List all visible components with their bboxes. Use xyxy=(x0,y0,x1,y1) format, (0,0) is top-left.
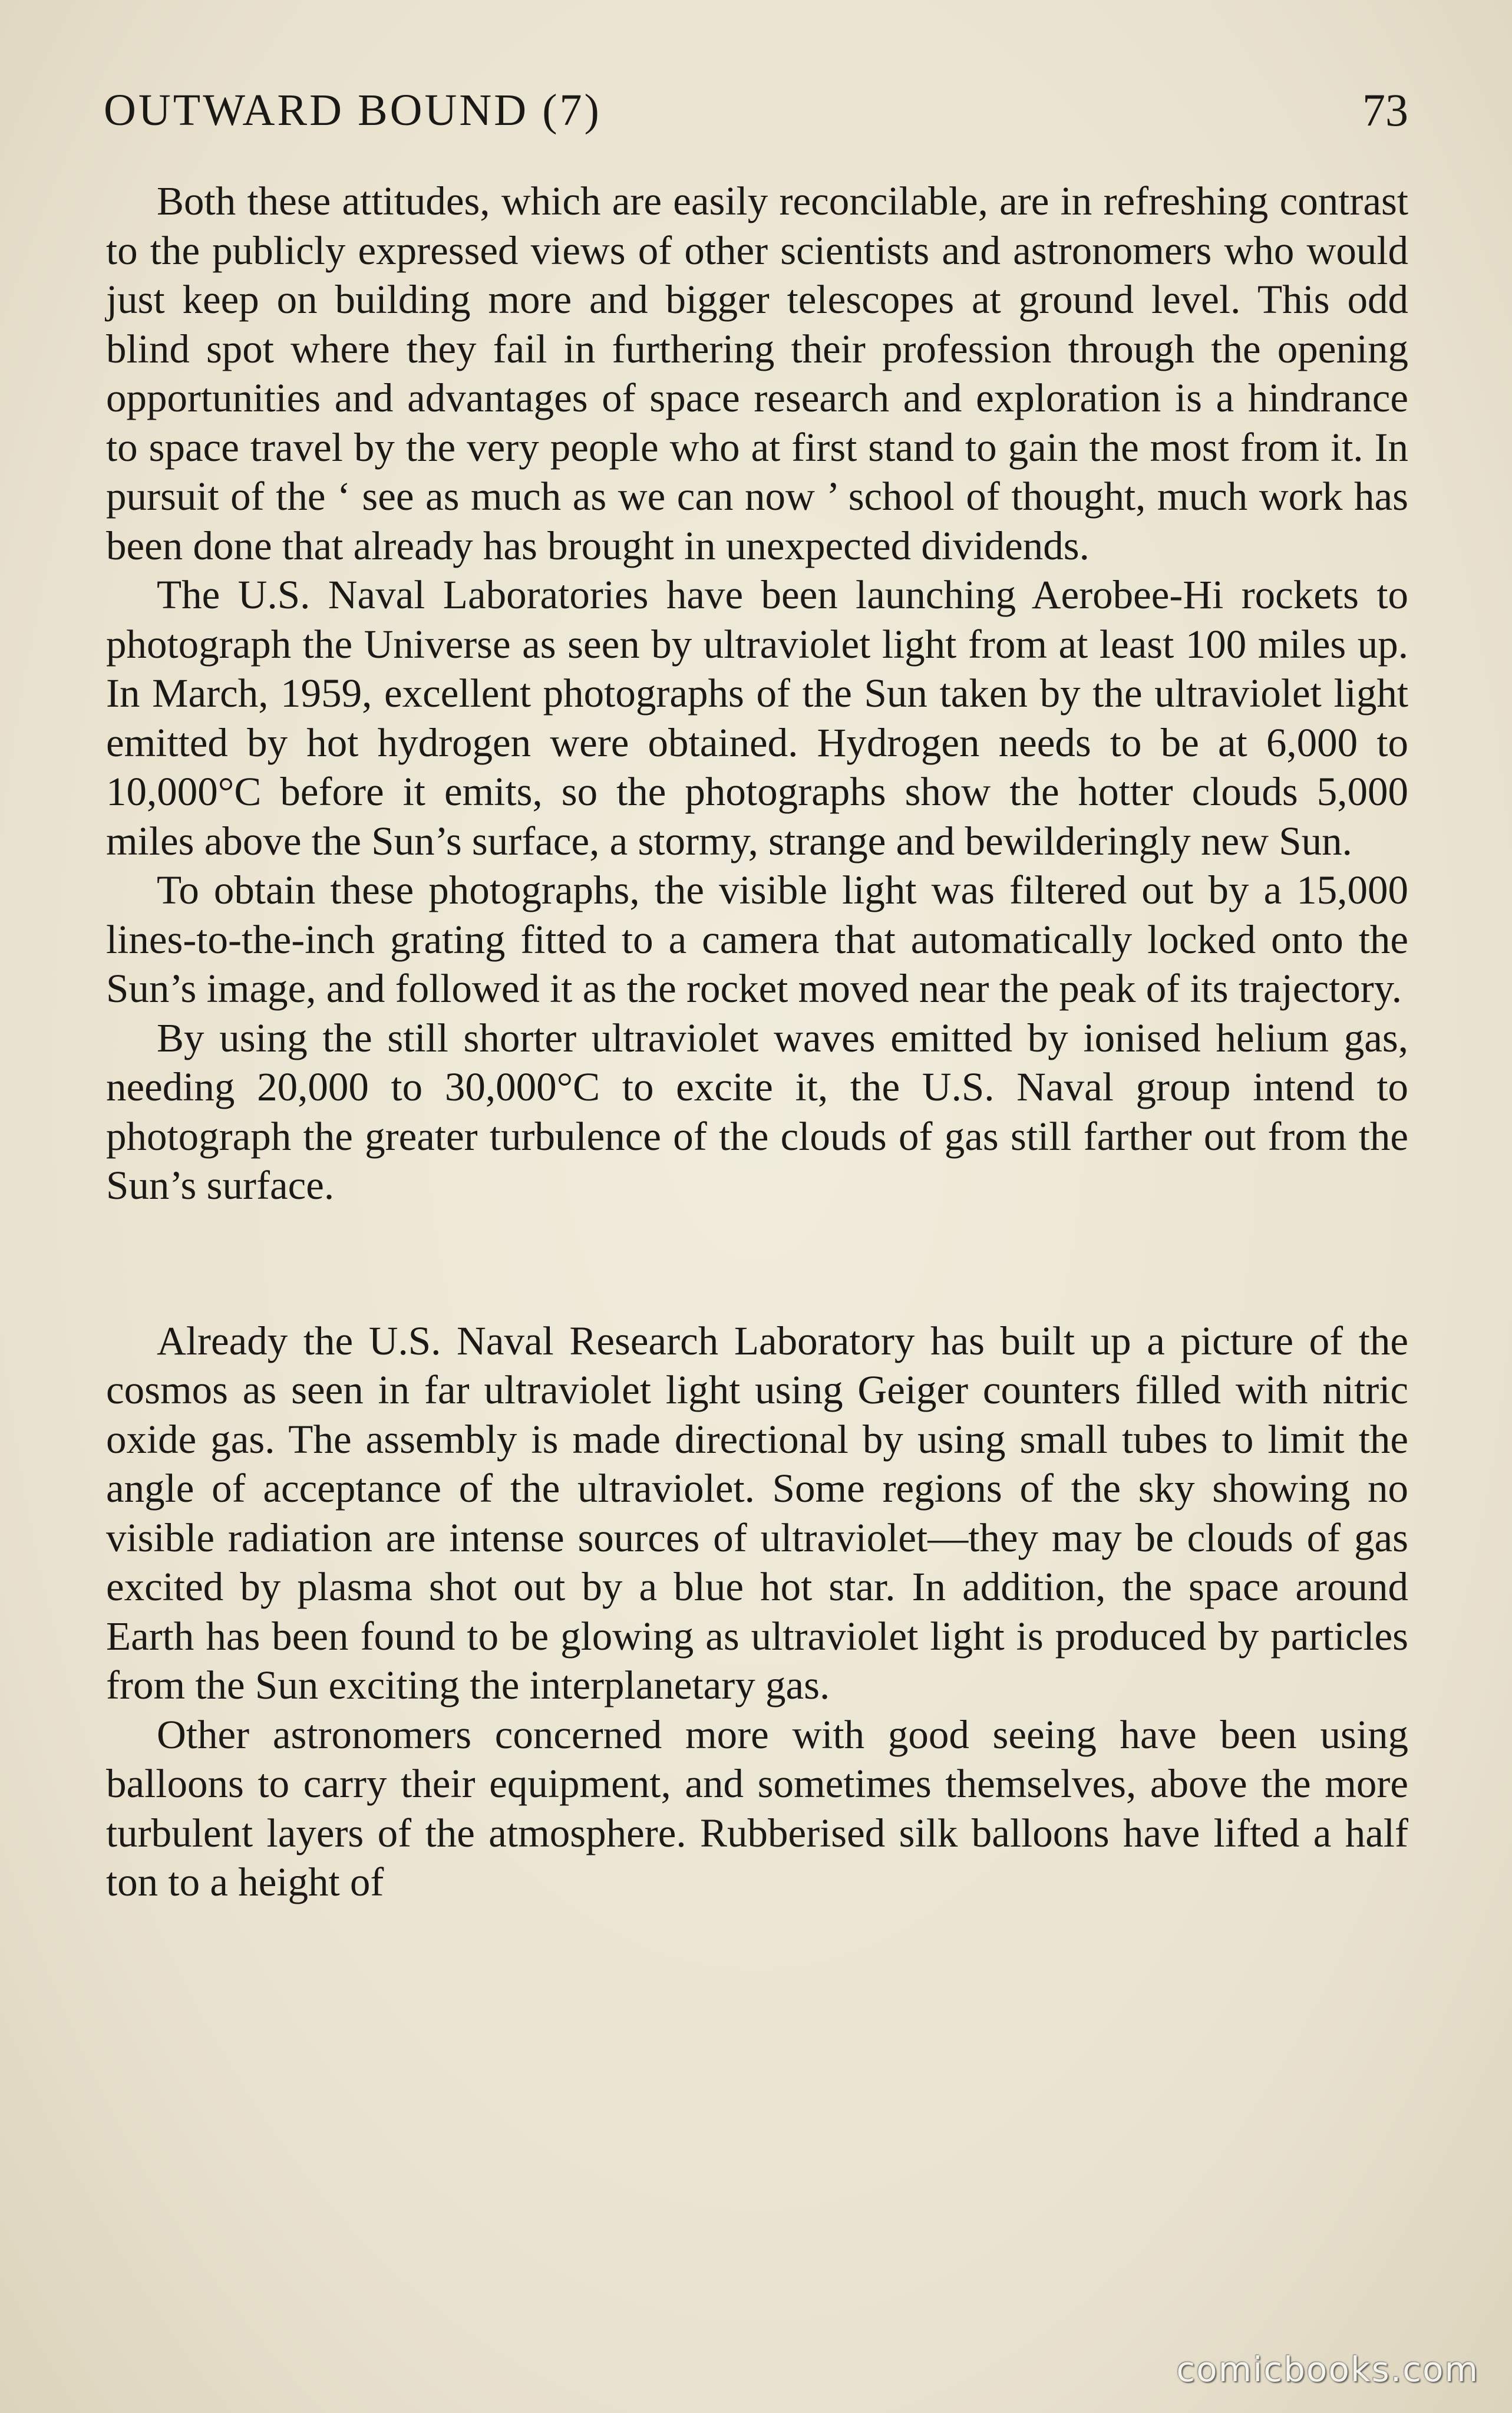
running-head xyxy=(104,78,1408,143)
paragraph-naval-research: Already the U.S. Naval Research Laboratory has built up a picture of the cosmos as seen in far ultraviolet light using Geiger counters filled with nitric oxide gas. The assembly is made directional by using small tubes to limit the angle of acceptance of the ultraviolet. Some regions of the sky showing no visible radiation are intense sources of ultraviolet—they may be clouds of gas excited by plasma shot out by a blue hot star. In addition, the space around Earth has been found to be glowing as ultraviolet light is produced by particles from the Sun exciting the interplanetary gas. xyxy=(106,1318,1408,1707)
paragraph-attitudes: Both these attitudes, which are easily reconcilable, are in refreshing contrast to the publicly expressed views of other scientists and astronomers who would just keep on building more and bigger telescopes at ground level. This odd blind spot where they fail in furthering their profession through the opening opportunities and advantages of space research and exploration is a hindrance to space travel by the very people who at first stand to gain the most from it. In pursuit of the ‘ see as much as we can now ’ school of thought, much work has been done that already has brought in unexpected dividends. xyxy=(106,179,1408,568)
running-title: OUTWARD BOUND (7) xyxy=(104,85,602,135)
body-text xyxy=(106,177,1408,1907)
watermark-logo: comicbooks.com xyxy=(1176,2349,1479,2389)
page-number: 73 xyxy=(1362,84,1408,136)
section-break xyxy=(106,1211,1408,1317)
paragraph-balloons: Other astronomers concerned more with good seeing have been using balloons to carry their equipment, and sometimes themselves, above the more turbulent layers of the atmosphere. Rubberised silk balloons have lifted a half ton to a height of xyxy=(106,1712,1408,1904)
paragraph-ionised-helium: By using the still shorter ultraviolet waves emitted by ionised helium gas, needing 20,000 to 30,000°C to excite it, the U.S. Naval group intend to photograph the greater turbulence of the clouds of gas still farther out from the Sun’s surface. xyxy=(106,1015,1408,1208)
paragraph-filtered-light: To obtain these photographs, the visible light was filtered out by a 15,000 lines-to-the-inch grating fitted to a camera that automatically locked onto the Sun’s image, and followed it as the rocket moved near the peak of its trajectory. xyxy=(106,868,1408,1011)
paragraph-aerobee-rockets: The U.S. Naval Laboratories have been launching Aerobee-Hi rockets to photograph the Universe as seen by ultraviolet light from at least 100 miles up. In March, 1959, excellent photographs of the Sun taken by the ultraviolet light emitted by hot hydrogen were obtained. Hydrogen needs to be at 6,000 to 10,000°C before it emits, so the photographs show the hotter clouds 5,000 miles above the Sun’s surface, a stormy, strange and bewilderingly new Sun. xyxy=(106,572,1408,863)
